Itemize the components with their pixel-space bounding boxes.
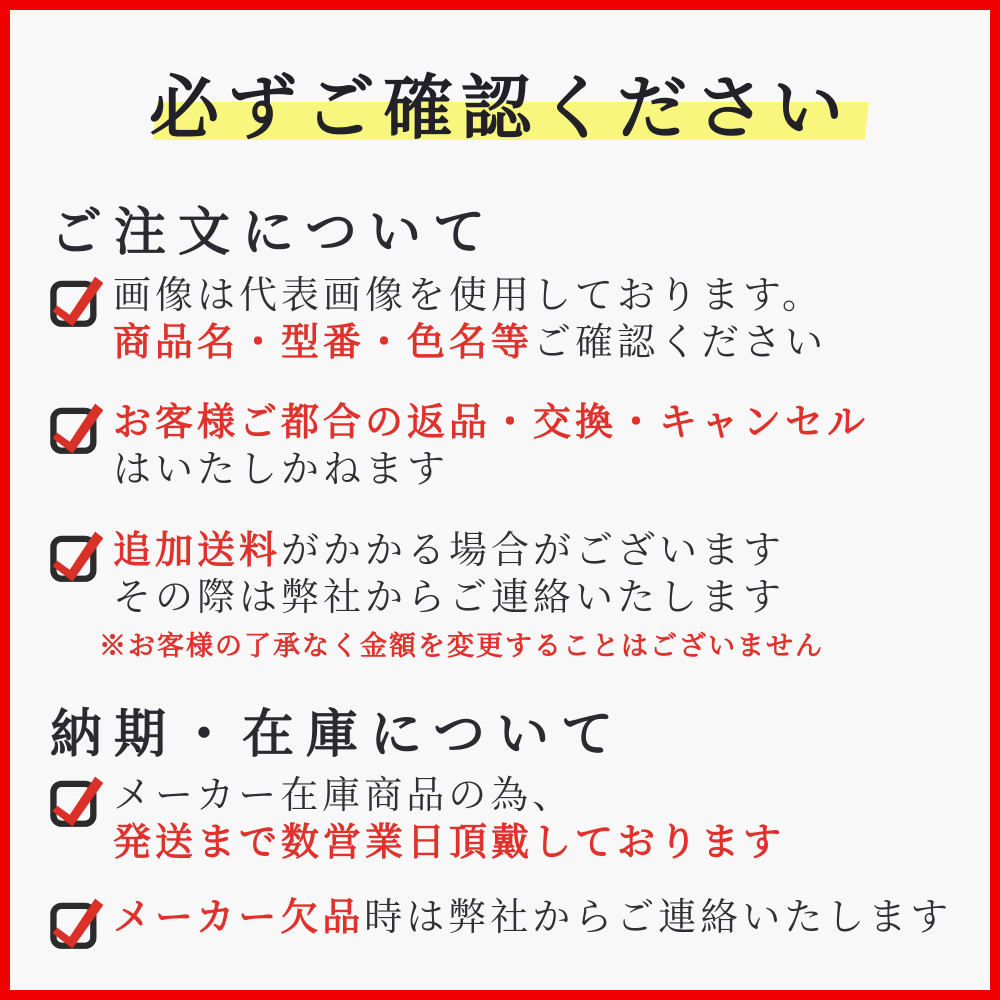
section-heading-stock: 納期・在庫について xyxy=(50,707,625,764)
text-segment: がかかる場合がございます xyxy=(281,530,786,572)
checkbox-icon xyxy=(48,400,106,458)
text-segment: ご確認ください xyxy=(533,322,828,364)
text-segment-red: 追加送料 xyxy=(113,530,282,572)
item-line xyxy=(113,400,869,447)
checkbox-icon xyxy=(48,773,106,831)
list-item xyxy=(48,773,970,867)
item-line xyxy=(113,773,785,820)
item-text xyxy=(113,400,869,494)
text-segment: はいたしかねます xyxy=(113,449,450,491)
page-title: 必ずご確認ください xyxy=(149,71,851,148)
text-segment-red: 発送まで数営業日頂戴しております xyxy=(113,822,786,864)
text-segment: その際は弊社からご連絡いたします xyxy=(113,577,786,619)
item-line xyxy=(113,820,785,867)
text-segment-red: 商品名・型番・色名等 xyxy=(113,322,534,364)
text-segment: 画像は代表画像を使用しております。 xyxy=(113,275,824,317)
item-text xyxy=(113,273,827,367)
list-item xyxy=(48,895,970,953)
checkbox-icon xyxy=(48,528,106,586)
text-segment: メーカー在庫商品の為、 xyxy=(113,775,575,817)
text-segment: 時は弊社からご連絡いたします xyxy=(364,897,953,939)
item-text xyxy=(113,895,952,942)
item-line xyxy=(113,320,827,367)
text-segment-red: お客様ご都合の返品・交換・キャンセル xyxy=(113,402,870,444)
item-footnote: ※お客様の了承なく金額を変更することはございません xyxy=(99,631,824,661)
item-line xyxy=(113,895,952,942)
item-line xyxy=(113,447,869,494)
checkbox-icon xyxy=(48,895,106,953)
item-line xyxy=(113,273,827,320)
item-line xyxy=(113,575,824,622)
checkbox-icon xyxy=(48,273,106,331)
item-text xyxy=(113,773,785,867)
item-text xyxy=(99,528,824,662)
list-item xyxy=(48,273,970,367)
text-segment-red: メーカー欠品 xyxy=(113,897,365,939)
item-line xyxy=(113,528,824,575)
list-item xyxy=(48,400,970,494)
list-item xyxy=(48,528,970,662)
section-heading-orders: ご注文について xyxy=(50,205,497,262)
